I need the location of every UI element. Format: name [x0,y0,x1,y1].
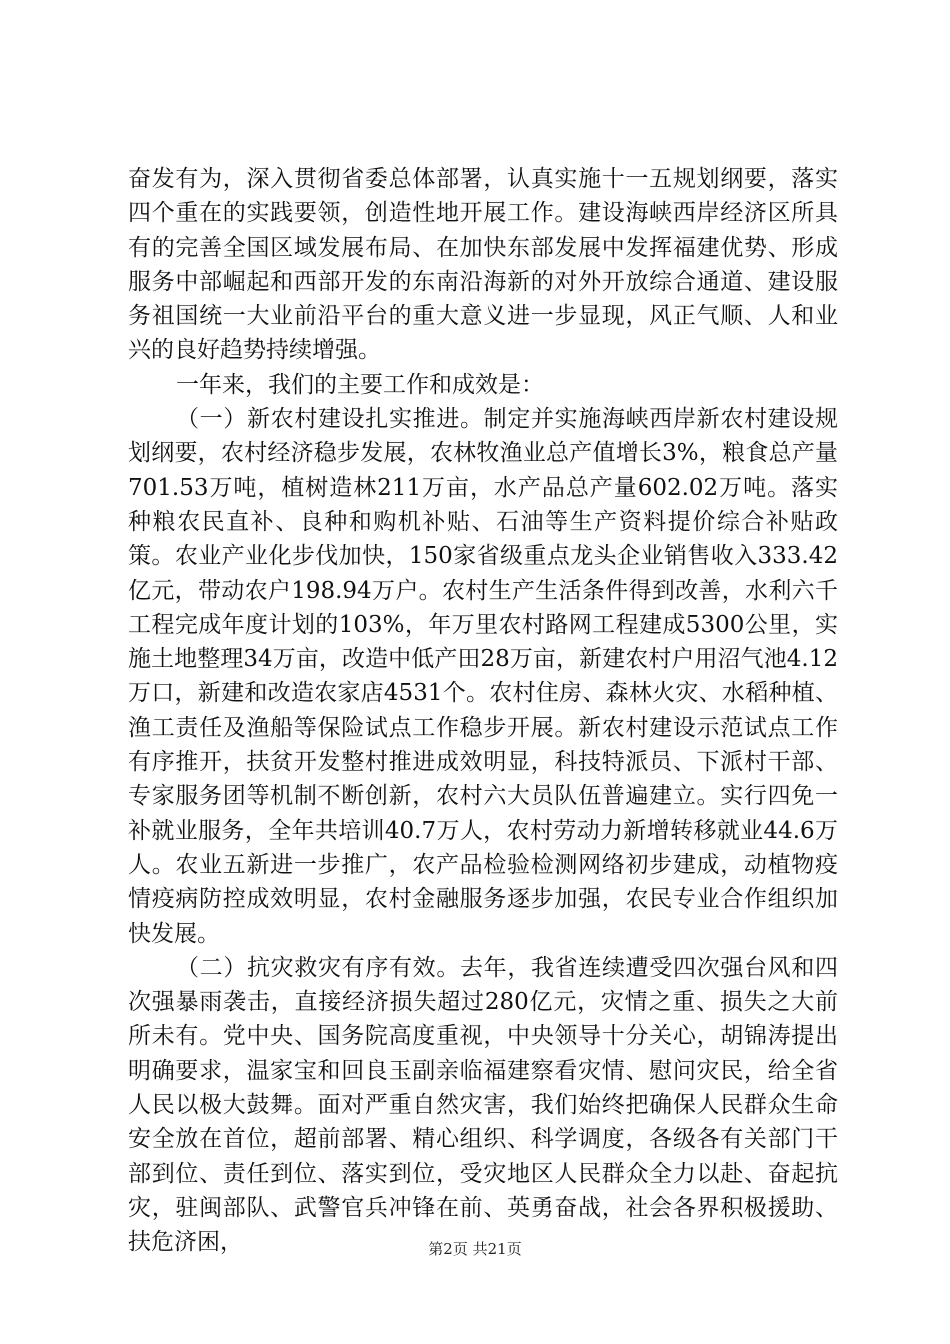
paragraph-4: （二）抗灾救灾有序有效。去年，我省连续遭受四次强台风和四次强暴雨袭击，直接经济损失超过280亿元，灾情之重、损失之大前所未有。党中央、国务院高度重视，中央领导十分关心，胡锦涛提出明确要求，温家宝和回良玉副亲临福建察看灾情、慰问灾民，给全省人民以极大鼓舞。面对严重自然灾害，我们始终把确保人民群众生命安全放在首位，超前部署、精心组织、科学调度，各级各有关部门干部到位、责任到位、落实到位，受灾地区人民群众全力以赴、奋起抗灾，驻闽部队、武警官兵冲锋在前、英勇奋战，社会各界积极援助、扶危济困， [128,954,838,1256]
paragraph-2: 一年来，我们的主要工作和成效是： [176,371,544,398]
page-number-footer: 第2页 共21页 [428,1240,522,1258]
paragraph-3: （一）新农村建设扎实推进。制定并实施海峡西岸新农村建设规划纲要，农村经济稳步发展，农林牧渔业总产值增长3%，粮食总产量701.53万吨，植树造林211万亩，水产品总产量602.02万吨。落实种粮农民直补、良种和购机补贴、石油等生产资料提价综合补贴政策。农业产业化步伐加快，150家省级重点龙头企业销售收入333.42亿元，带动农户198.94万户。农村生产生活条件得到改善，水利六千工程完成年度计划的103%，年万里农村路网工程建成5300公里，实施土地整理34万亩，改造中低产田28万亩，新建农村户用沼气池4.12万口，新建和改造农家店4531个。农村住房、森林火灾、水稻种植、渔工责任及渔船等保险试点工作稳步开展。新农村建设示范试点工作有序推开，扶贫开发整村推进成效明显，科技特派员、下派村干部、专家服务团等机制不断创新，农村六大员队伍普遍建立。实行四免一补就业服务，全年共培训40.7万人，农村劳动力新增转移就业44.6万人。农业五新进一步推广，农产品检验检测网络初步建成，动植物疫情疫病防控成效明显，农村金融服务逐步加强，农民专业合作组织加快发展。 [128,406,838,947]
document-body [128,162,838,1260]
paragraph-1: 奋发有为，深入贯彻省委总体部署，认真实施十一五规划纲要，落实四个重在的实践要领，创造性地开展工作。建设海峡西岸经济区所具有的完善全国区域发展布局、在加快东部发展中发挥福建优势、形成服务中部崛起和西部开发的东南沿海新的对外开放综合通道、建设服务祖国统一大业前沿平台的重大意义进一步显现，风正气顺、人和业兴的良好趋势持续增强。 [128,166,838,364]
